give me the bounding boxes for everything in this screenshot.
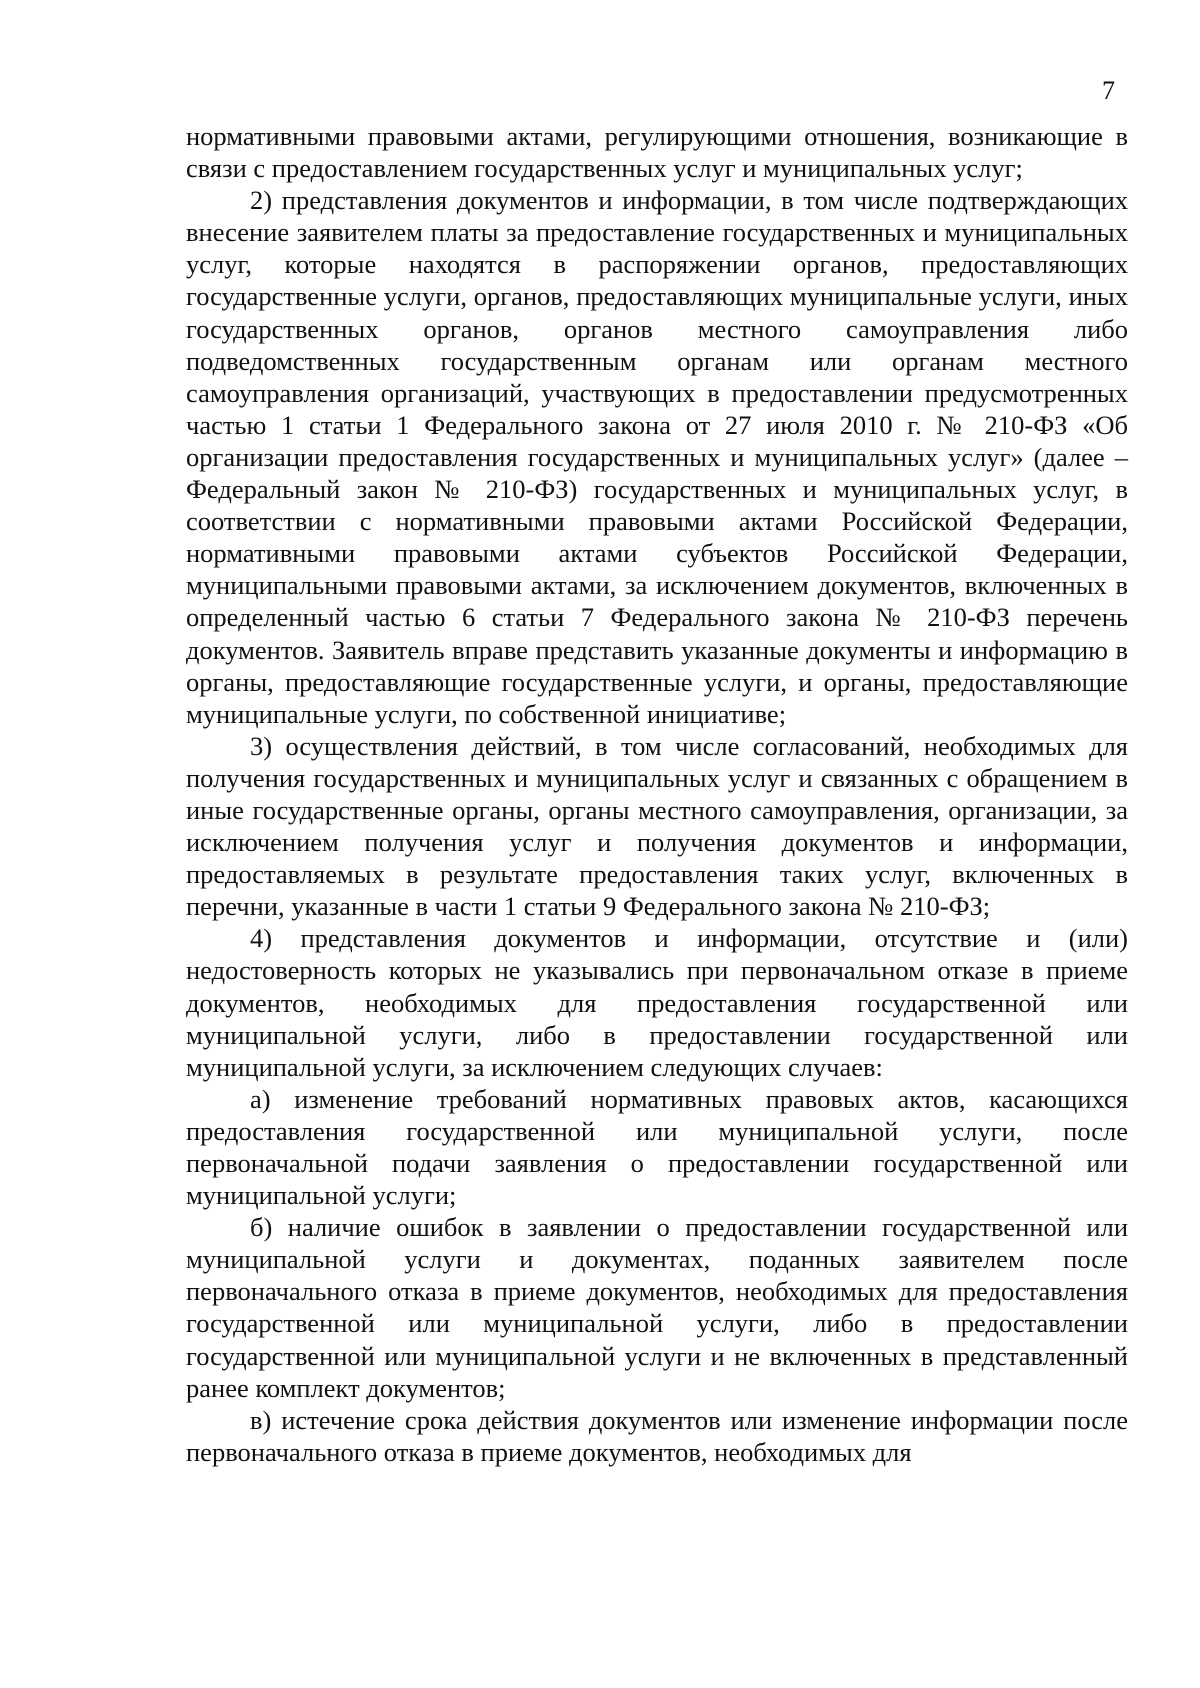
document-body	[186, 120, 1128, 1468]
paragraph-subitem-b: б) наличие ошибок в заявлении о предоставлении государственной или муниципальной услуги и документах, поданных заявителем после первоначального отказа в приеме документов, необходимых для предоставления государственной или муниципальной услуги, либо в предоставлении государственной или муниципальной услуги и не включенных в представленный ранее комплект документов;	[186, 1212, 1128, 1403]
paragraph-item-2: 2) представления документов и информации, в том числе подтверждающих внесение заявителем платы за предоставление государственных и муниципальных услуг, которые находятся в распоряжении органов, предоставляющих государственные услуги, органов, предоставляющих муниципальные услуги, иных государственных органов, органов местного самоуправления либо подведомственных государственным органам или органам местного самоуправления организаций, участвующих в предоставлении предусмотренных частью 1 статьи 1 Федерального закона от 27 июля 2010 г. № 210-ФЗ «Об организации предоставления государственных и муниципальных услуг» (далее – Федеральный закон № 210-ФЗ) государственных и муниципальных услуг, в соответствии с нормативными правовыми актами Российской Федерации, нормативными правовыми актами субъектов Российской Федерации, муниципальными правовыми актами, за исключением документов, включенных в определенный частью 6 статьи 7 Федерального закона № 210-ФЗ перечень документов. Заявитель вправе представить указанные документы и информацию в органы, предоставляющие государственные услуги, и органы, предоставляющие муниципальные услуги, по собственной инициативе;	[186, 185, 1128, 729]
page-number: 7	[1102, 76, 1115, 105]
paragraph-subitem-a: а) изменение требований нормативных правовых актов, касающихся предоставления государственной или муниципальной услуги, после первоначальной подачи заявления о предоставлении государственной или муниципальной услуги;	[186, 1083, 1128, 1211]
paragraph-item-4: 4) представления документов и информации, отсутствие и (или) недостоверность которых не указывались при первоначальном отказе в приеме документов, необходимых для предоставления государственной или муниципальной услуги, либо в предоставлении государственной или муниципальной услуги, за исключением следующих случаев:	[186, 923, 1128, 1082]
paragraph-item-3: 3) осуществления действий, в том числе согласований, необходимых для получения государственных и муниципальных услуг и связанных с обращением в иные государственные органы, органы местного самоуправления, организации, за исключением получения услуг и получения документов и информации, предоставляемых в результате предоставления таких услуг, включенных в перечни, указанные в части 1 статьи 9 Федерального закона № 210-ФЗ;	[186, 730, 1128, 922]
paragraph-subitem-v: в) истечение срока действия документов или изменение информации после первоначального отказа в приеме документов, необходимых для	[186, 1404, 1128, 1467]
paragraph-continuation: нормативными правовыми актами, регулирующими отношения, возникающие в связи с предоставлением государственных услуг и муниципальных услуг;	[186, 121, 1128, 184]
